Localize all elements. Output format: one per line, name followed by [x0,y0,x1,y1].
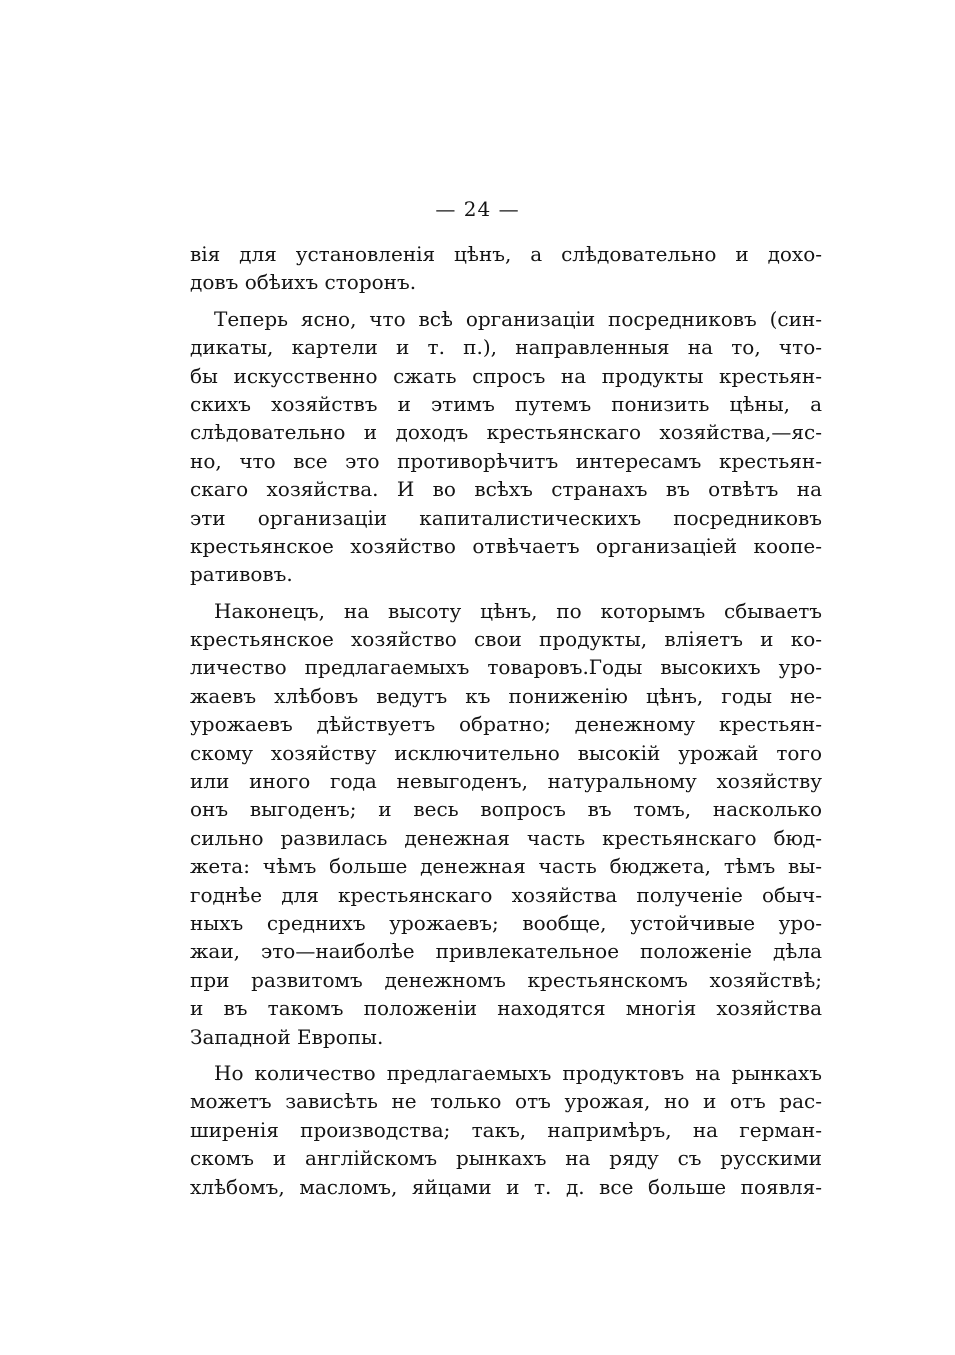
paragraph-1 [190,240,822,297]
text-line: жаи, это—наиболѣе привлекательное положеніе дѣла [190,939,822,964]
text-line: жаевъ хлѣбовъ ведутъ къ пониженію цѣнъ, годы не- [190,683,822,708]
text-line: но, что все это противорѣчитъ интересамъ крестьян- [190,448,822,473]
text-line: довъ обѣихъ сторонъ. [190,270,417,295]
text-line: эти организаціи капиталистическихъ посредниковъ [190,505,822,530]
text-line: личество предлагаемыхъ товаровъ.Годы высокихъ уро- [190,655,822,680]
text-line: Теперь ясно, что всѣ организаціи посредниковъ (син- [214,306,822,331]
body-text [190,240,822,1201]
text-line: ширенія производства; такъ, напримѣръ, на герман- [190,1117,822,1142]
text-line: крестьянское хозяйство свои продукты, вліяетъ и ко- [190,627,822,652]
text-line: ныхъ среднихъ урожаевъ; вообще, устойчивые уро- [190,910,822,935]
text-line: крестьянское хозяйство отвѣчаетъ организаціей коопе- [190,533,822,558]
text-line: скихъ хозяйствъ и этимъ путемъ понизить цѣны, а [190,391,822,416]
text-line: при развитомъ денежномъ крестьянскомъ хозяйствѣ; [190,967,822,992]
text-line: можетъ зависѣть не только отъ урожая, но и отъ рас- [190,1089,822,1114]
text-line: вія для установленія цѣнъ, а слѣдовательно и дохо- [190,242,822,266]
text-line: скому хозяйству исключительно высокій урожай того [190,740,822,765]
text-line: жета: чѣмъ больше денежная часть бюджета, тѣмъ вы- [190,854,822,879]
text-line: и въ такомъ положеніи находятся многія хозяйства [190,996,822,1021]
text-line: Западной Европы. [190,1024,384,1049]
text-line: или иного года невыгоденъ, натуральному хозяйству [190,769,822,794]
text-line: ративовъ. [190,562,293,587]
text-line: слѣдовательно и доходъ крестьянскаго хозяйства,—яс- [190,420,822,445]
page-number: — 24 — [435,197,520,221]
text-line: Но количество предлагаемыхъ продуктовъ на рынкахъ [214,1060,822,1085]
text-line: Наконецъ, на высоту цѣнъ, по которымъ сбываетъ [214,598,822,623]
paragraph-2 [190,305,822,589]
text-line: урожаевъ дѣйствуетъ обратно; денежному крестьян- [190,712,822,737]
text-line: онъ выгоденъ; и весь вопросъ въ томъ, насколько [190,797,822,822]
text-line: годнѣе для крестьянскаго хозяйства полученіе обыч- [190,882,822,907]
paragraph-3 [190,597,822,1051]
paragraph-4 [190,1059,822,1201]
text-line: скомъ и англійскомъ рынкахъ на ряду съ русскими [190,1146,822,1171]
text-line: дикаты, картели и т. п.), направленныя на то, что- [190,335,822,360]
text-line: хлѣбомъ, масломъ, яйцами и т. д. все больше появля- [190,1174,822,1199]
text-line: сильно развилась денежная часть крестьянскаго бюд- [190,825,822,850]
text-line: скаго хозяйства. И во всѣхъ странахъ въ отвѣтъ на [190,477,822,502]
text-line: бы искусственно сжать спросъ на продукты крестьян- [190,363,822,388]
